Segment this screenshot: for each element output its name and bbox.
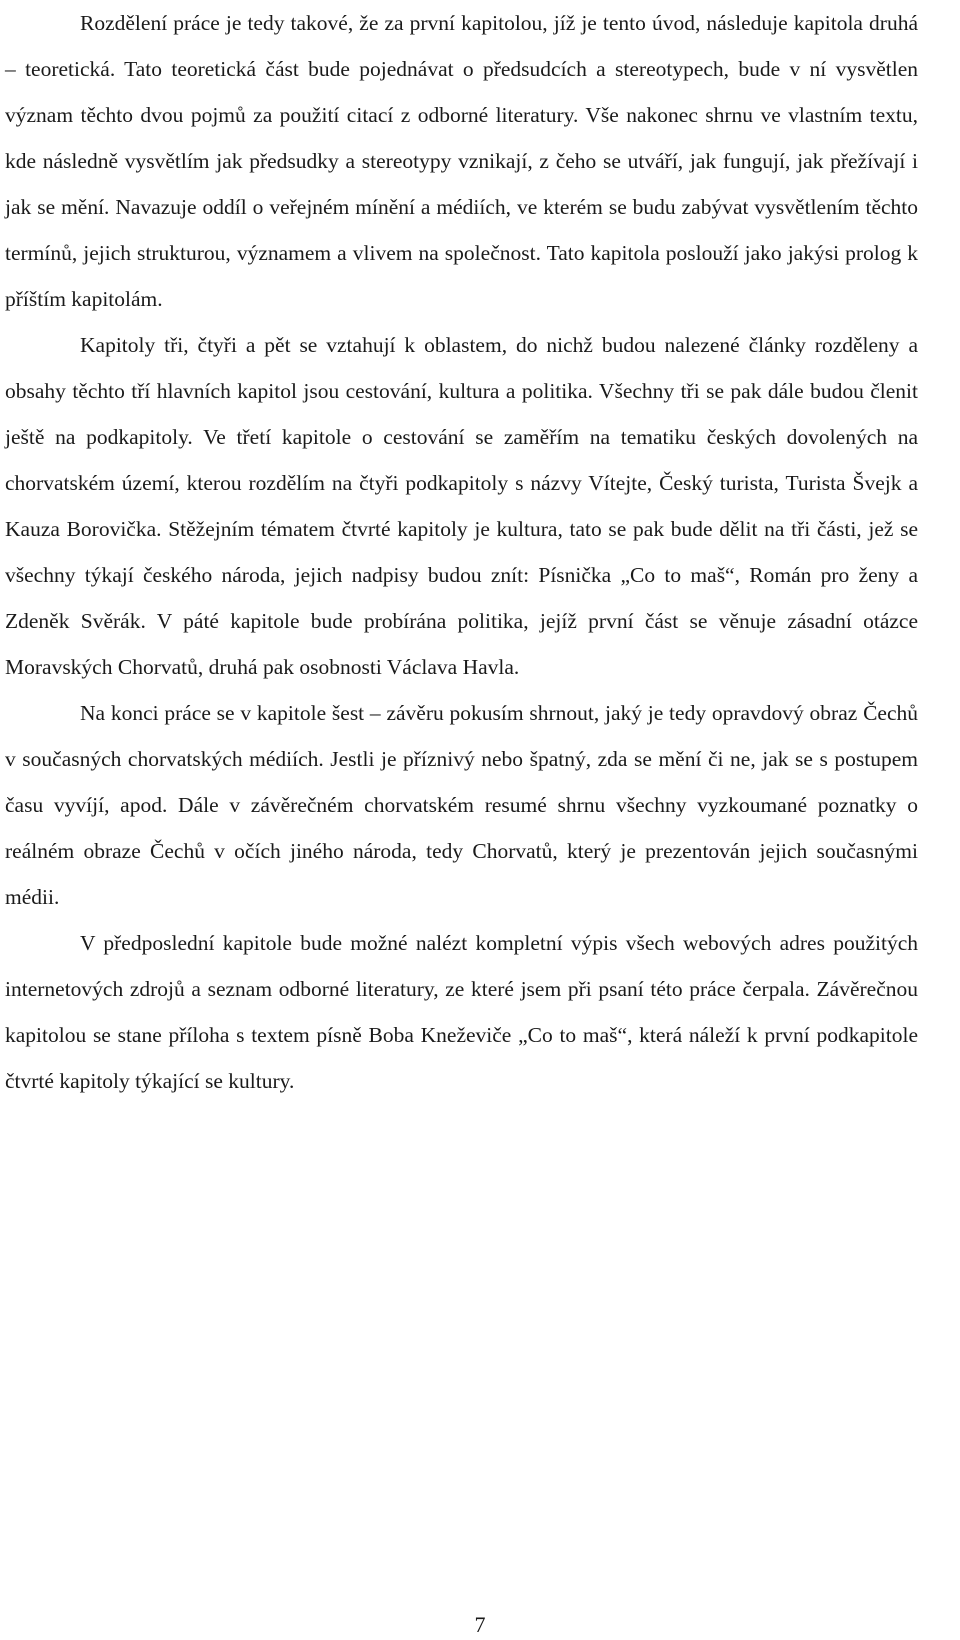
body-text <box>5 0 918 1104</box>
paragraph-2: Kapitoly tři, čtyři a pět se vztahují k oblastem, do nichž budou nalezené články rozděleny a obsahy těchto tří hlavních kapitol jsou cestování, kultura a politika. Všechny tři se pak dále budou členit ještě na podkapitoly. Ve třetí kapitole o cestování se zaměřím na tematiku českých dovolených na chorvatském území, kterou rozdělím na čtyři podkapitoly s názvy Vítejte, Český turista, Turista Švejk a Kauza Borovička. Stěžejním tématem čtvrté kapitoly je kultura, tato se pak bude dělit na tři části, jež se všechny týkají českého národa, jejich nadpisy budou znít: Písnička „Co to maš“, Román pro ženy a Zdeněk Svěrák. V páté kapitole bude probírána politika, jejíž první část se věnuje zásadní otázce Moravských Chorvatů, druhá pak osobnosti Václava Havla. <box>5 333 918 679</box>
paragraph-3: Na konci práce se v kapitole šest – závěru pokusím shrnout, jaký je tedy opravdový obraz Čechů v současných chorvatských médiích. Jestli je příznivý nebo špatný, zda se mění či ne, jak se s postupem času vyvíjí, apod. Dále v závěrečném chorvatském resumé shrnu všechny vyzkoumané poznatky o reálném obraze Čechů v očích jiného národa, tedy Chorvatů, který je prezentován jejich současnými médii. <box>5 701 918 909</box>
paragraph-4: V předposlední kapitole bude možné nalézt kompletní výpis všech webových adres použitých internetových zdrojů a seznam odborné literatury, ze které jsem při psaní této práce čerpala. Závěrečnou kapitolou se stane příloha s textem písně Boba Kneževiče „Co to maš“, která náleží k první podkapitole čtvrté kapitoly týkající se kultury. <box>5 931 918 1093</box>
page-number: 7 <box>474 1612 486 1637</box>
paragraph-1: Rozdělení práce je tedy takové, že za první kapitolou, jíž je tento úvod, následuje kapitola druhá – teoretická. Tato teoretická část bude pojednávat o předsudcích a stereotypech, bude v ní vysvětlen význam těchto dvou pojmů za použití citací z odborné literatury. Vše nakonec shrnu ve vlastním textu, kde následně vysvětlím jak předsudky a stereotypy vznikají, z čeho se utváří, jak fungují, jak přežívají i jak se mění. Navazuje oddíl o veřejném mínění a médiích, ve kterém se budu zabývat vysvětlením těchto termínů, jejich strukturou, významem a vlivem na společnost. Tato kapitola poslouží jako jakýsi prolog k příštím kapitolám. <box>5 11 918 311</box>
